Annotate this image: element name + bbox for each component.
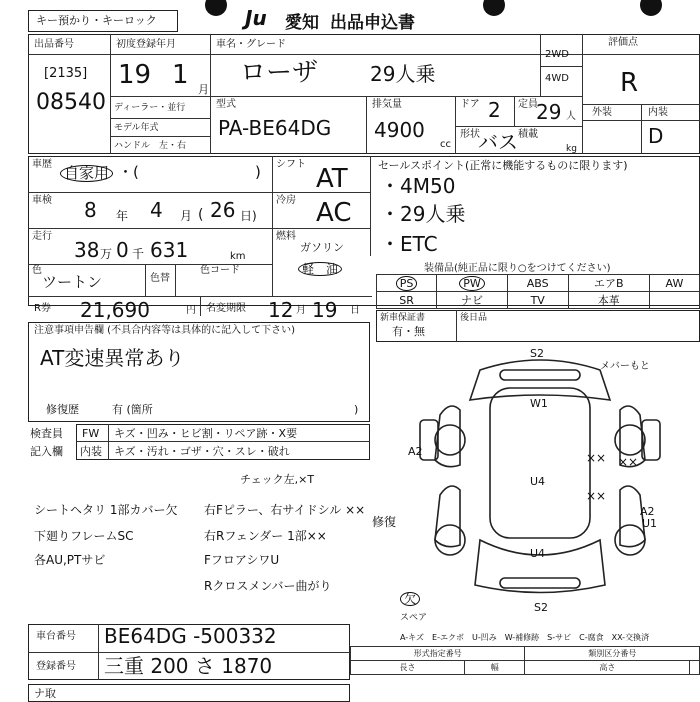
equip-aw: AW: [649, 275, 699, 292]
mileage-man-unit: 万: [100, 247, 113, 261]
mileage-label: 走行: [32, 231, 52, 242]
sales-points-label: セールスポイント(正常に機能するものに限ります): [378, 159, 628, 172]
ext-label: 外装: [592, 107, 612, 118]
inspector-row1: キズ・凹み・ヒビ割・リペア跡・X要: [114, 427, 298, 440]
diag-mark-x1: ××: [586, 451, 607, 465]
name-change-day: 19: [312, 298, 338, 322]
first-reg-month-unit: 月: [198, 83, 209, 96]
car-name: ローザ: [240, 58, 319, 88]
mileage-rest: 631: [150, 238, 189, 262]
height-label: 高さ: [525, 661, 690, 675]
lot-label: 出品番号: [34, 39, 74, 50]
inspection-month-unit: 月: [180, 209, 193, 223]
mileage-sen: 0: [116, 238, 129, 262]
fuel-diesel: 軽 油: [298, 262, 342, 276]
brand-logo: Ju: [245, 6, 267, 30]
spec-table: [350, 646, 700, 675]
inspection-day-unit: 日): [240, 209, 257, 223]
footer-text: ナ取: [34, 687, 56, 700]
lot-sub-number: [2135]: [44, 66, 88, 81]
remark-left-1: シートヘタリ 1部カバー欠: [34, 503, 178, 517]
equip-tv: TV: [507, 292, 568, 309]
punch-hole-right: [483, 0, 505, 16]
inspection-day: 26: [210, 198, 236, 222]
grade-label: 評価点: [608, 37, 638, 48]
fuel-label: 燃料: [276, 231, 296, 242]
disp-value: 4900: [374, 118, 425, 142]
equipment-table: [376, 274, 700, 309]
notes-box: [28, 322, 370, 422]
diag-mark-x3: ××: [618, 455, 639, 469]
door-value: 2: [488, 98, 501, 122]
remark-left-3: 各AU,PTサビ: [34, 553, 106, 567]
color-value: ツートン: [42, 273, 103, 291]
width-label: 幅: [465, 661, 525, 675]
warranty-value: 有・無: [392, 325, 425, 338]
diag-mark-member: メバーもと: [600, 361, 650, 372]
mileage-sen-unit: 千: [132, 247, 145, 261]
equip-abs: ABS: [507, 275, 568, 292]
equip-airbag: エアB: [568, 275, 649, 292]
recycle-yen: 円: [186, 305, 196, 316]
shift-value: AT: [316, 164, 348, 194]
door-label: ドア: [460, 99, 480, 110]
check-note: チェック左,×T: [240, 473, 315, 486]
spare-mark: 欠: [400, 592, 420, 606]
inspector-row2: キズ・汚れ・ゴザ・穴・スレ・破れ: [114, 445, 290, 458]
int-score: D: [648, 124, 664, 148]
inspector-label-1: 検査員: [30, 427, 63, 440]
reg-number-value: 三重 200 さ 1870: [104, 654, 273, 678]
color-change-label: 色替: [150, 273, 170, 284]
inspection-year-unit: 年: [116, 209, 129, 223]
history-value: 自家用: [60, 165, 113, 182]
brand-suffix: 愛知: [285, 13, 319, 33]
wd2-label: 2WD: [545, 49, 569, 60]
key-label: キー預かり・キーロック: [36, 14, 157, 27]
repair-value: 有 (箇所: [112, 403, 153, 416]
kg-unit: kg: [566, 144, 577, 154]
reg-number-label: 登録番号: [36, 661, 76, 672]
first-reg-year: 19: [118, 60, 152, 90]
name-change-day-unit: 日: [350, 305, 360, 316]
repair-end: ): [354, 403, 359, 416]
notes-line1: AT変速異常あり: [40, 346, 185, 370]
mileage-unit: km: [230, 251, 246, 262]
type-label: 型式: [216, 99, 236, 110]
diag-mark-s2-bottom: S2: [534, 601, 548, 614]
fuel-gasoline: ガソリン: [300, 241, 344, 254]
sales-point-1: ・4M50: [380, 174, 456, 198]
recycle-label: R券: [34, 303, 51, 314]
sales-point-2: ・29人乗: [380, 202, 466, 226]
model-year-label: モデル年式: [114, 123, 159, 133]
type-designation-label: 形式指定番号: [351, 647, 525, 661]
warranty-label: 新車保証書: [380, 313, 426, 323]
name-change-month: 12: [268, 298, 294, 322]
ac-label: 冷房: [276, 195, 296, 206]
shape-value: バス: [478, 130, 518, 154]
load-label: 積載: [518, 129, 538, 140]
remark-left-2: 下廻りフレームSC: [34, 529, 134, 543]
diag-mark-a2-right: A2: [640, 505, 655, 518]
shape-label: 形状: [460, 129, 480, 140]
remark-right-3: FフロアシワU: [204, 553, 280, 567]
diag-mark-u4-low: U4: [530, 547, 546, 560]
vehicle-diagram: [400, 340, 700, 620]
punch-hole-far-right: [640, 0, 662, 16]
equip-pw: PW: [437, 275, 508, 292]
punch-hole-left: [205, 0, 227, 16]
handle-label: ハンドル 左・右: [114, 141, 187, 151]
rear-label: 後日品: [460, 313, 488, 323]
diag-mark-x2: ××: [586, 489, 607, 503]
chassis-value: BE64DG -500332: [104, 624, 277, 648]
legend: A-キズ E-エクボ U-凹み W-補修跡 S-サビ C-腐食 XX-交換済: [400, 633, 650, 642]
diag-mark-a2-left: A2: [408, 445, 423, 458]
diag-mark-u4-mid: U4: [530, 475, 546, 488]
spare-label: スペア: [400, 613, 428, 623]
inspector-int: 内装: [80, 445, 102, 458]
diag-mark-w1: W1: [530, 397, 548, 410]
dealer-label: ディーラー・並行: [114, 103, 186, 113]
capacity-value: 29: [536, 100, 562, 124]
car-label: 車名・グレード: [216, 39, 286, 50]
grade-score: R: [620, 68, 639, 98]
footer-box: [28, 684, 350, 702]
shift-label: シフト: [276, 159, 306, 170]
notes-label: 注意事項申告欄 (不具合内容等は具体的に記入して下さい): [34, 325, 295, 336]
recycle-value: 21,690: [80, 298, 150, 322]
capacity-label: 定員: [518, 99, 538, 110]
first-reg-month: 1: [172, 60, 189, 90]
cc-unit: cc: [440, 139, 451, 150]
inspection-day-open: (: [198, 207, 204, 223]
type-value: PA-BE64DG: [218, 116, 332, 140]
remark-right-4: Rクロスメンバー曲がり: [204, 579, 332, 593]
remark-right-2: 右Rフェンダー 1部××: [204, 529, 327, 543]
equip-leather: 本革: [568, 292, 649, 309]
name-change-label: 名変期限: [206, 303, 246, 314]
length-label: 長さ: [351, 661, 465, 675]
diag-mark-s2-top: S2: [530, 347, 544, 360]
class-label: 類別区分番号: [525, 647, 700, 661]
equipment-label: 装備品(純正品に限り○をつけてください): [424, 263, 611, 274]
inspection-year: 8: [84, 198, 97, 222]
equip-navi: ナビ: [437, 292, 508, 309]
mileage-man: 38: [74, 238, 100, 262]
form-title: 出品申込書: [330, 13, 415, 33]
first-reg-label: 初度登録年月: [116, 39, 176, 50]
inspector-fw: FW: [82, 427, 100, 440]
inspection-month: 4: [150, 198, 163, 222]
history-suffix-end: ): [255, 163, 261, 181]
name-change-month-unit: 月: [296, 305, 306, 316]
chassis-label: 車台番号: [36, 631, 76, 642]
int-label: 内装: [648, 107, 668, 118]
wd4-label: 4WD: [545, 73, 569, 84]
history-label: 車歴: [32, 159, 52, 170]
ac-value: AC: [316, 198, 352, 228]
color-code-label: 色コード: [200, 265, 240, 276]
car-grade: 29人乗: [370, 62, 436, 86]
repair-label: 修復歴: [46, 403, 79, 416]
color-label: 色: [32, 265, 42, 276]
remark-repaired: 修復: [372, 515, 397, 529]
inspection-label: 車検: [32, 195, 52, 206]
lot-number: 08540: [36, 90, 106, 115]
history-suffix: ・(: [118, 163, 139, 181]
inspector-label-2: 記入欄: [30, 445, 63, 458]
diag-mark-u1: U1: [642, 517, 658, 530]
sales-point-3: ・ETC: [380, 232, 438, 256]
equip-sr: SR: [377, 292, 437, 309]
capacity-unit: 人: [566, 111, 576, 122]
remark-right-1: 右Fピラー、右サイドシル ××: [204, 503, 366, 517]
disp-label: 排気量: [372, 99, 402, 110]
equip-ps: PS: [377, 275, 437, 292]
